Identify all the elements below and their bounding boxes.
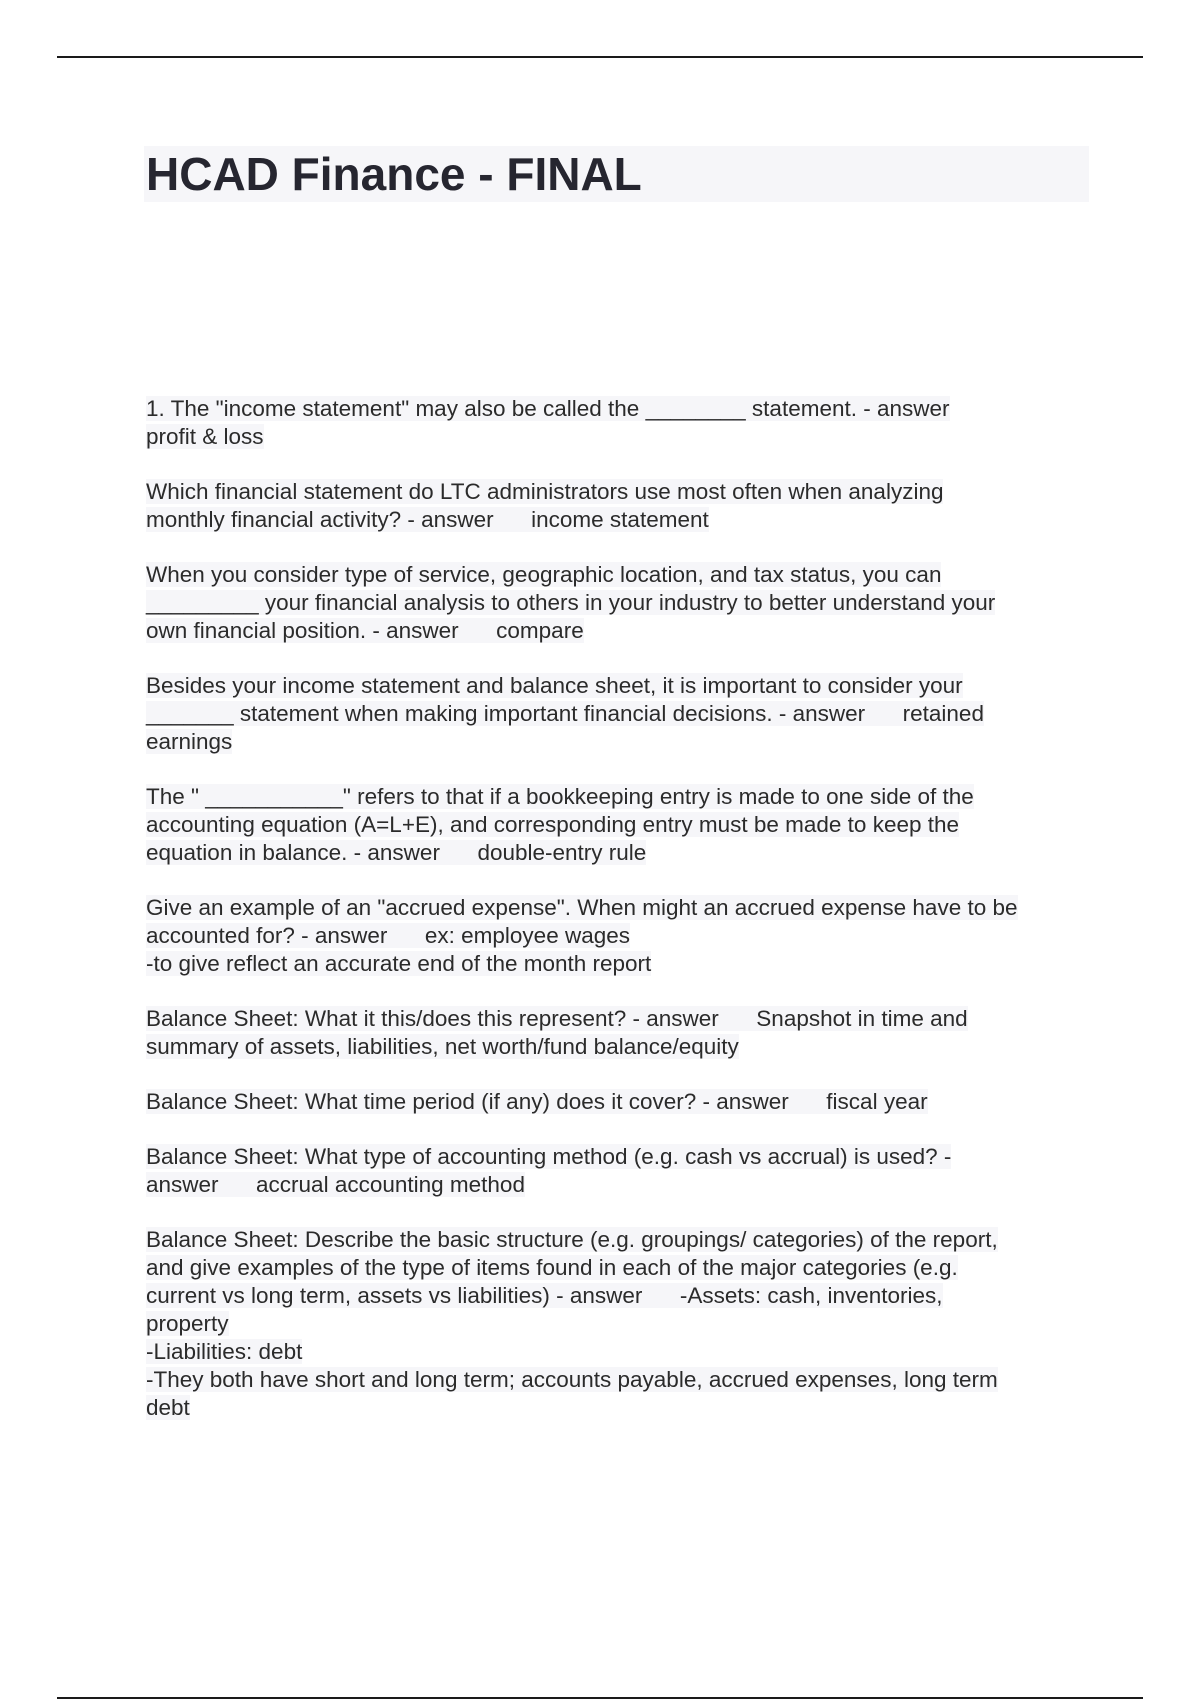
qa-line <box>146 894 1096 922</box>
qa-line <box>146 700 1096 728</box>
qa-line-text: Balance Sheet: What time period (if any) does it cover? - answer fiscal year <box>146 1089 928 1114</box>
qa-line <box>146 1394 1096 1422</box>
qa-line-text: current vs long term, assets vs liabilities) - answer -Assets: cash, inventories, <box>146 1283 943 1308</box>
qa-line <box>146 1033 1096 1061</box>
qa-line <box>146 839 1096 867</box>
qa-line <box>146 783 1096 811</box>
qa-line <box>146 589 1096 617</box>
qa-line <box>146 395 1096 423</box>
qa-line-text: Besides your income statement and balance sheet, it is important to consider your <box>146 673 963 698</box>
qa-line-text: and give examples of the type of items found in each of the major categories (e.g. <box>146 1255 958 1280</box>
qa-line <box>146 1338 1096 1366</box>
qa-line-text: -to give reflect an accurate end of the month report <box>146 951 652 976</box>
qa-list <box>146 395 1096 1449</box>
qa-line-text: equation in balance. - answer double-entry rule <box>146 840 647 865</box>
qa-line-text: Balance Sheet: What it this/does this represent? - answer Snapshot in time and <box>146 1006 968 1031</box>
qa-line-text: When you consider type of service, geographic location, and tax status, you can <box>146 562 942 587</box>
qa-line-text: earnings <box>146 729 233 754</box>
qa-line <box>146 1005 1096 1033</box>
qa-line-text: debt <box>146 1395 190 1420</box>
qa-line <box>146 811 1096 839</box>
qa-line-text: -They both have short and long term; accounts payable, accrued expenses, long term <box>146 1367 998 1392</box>
page-title: HCAD Finance - FINAL <box>146 148 642 200</box>
qa-line <box>146 1282 1096 1310</box>
qa-line <box>146 506 1096 534</box>
qa-line <box>146 478 1096 506</box>
qa-line-text: _______ statement when making important financial decisions. - answer retained <box>146 701 984 726</box>
qa-line-text: _________ your financial analysis to others in your industry to better understand your <box>146 590 996 615</box>
qa-line-text: Balance Sheet: Describe the basic structure (e.g. groupings/ categories) of the report, <box>146 1227 998 1252</box>
qa-line <box>146 1226 1096 1254</box>
qa-line-text: accounting equation (A=L+E), and corresponding entry must be made to keep the <box>146 812 960 837</box>
qa-line <box>146 672 1096 700</box>
qa-line-text: summary of assets, liabilities, net worth/fund balance/equity <box>146 1034 739 1059</box>
qa-line <box>146 1143 1096 1171</box>
qa-line-text: Give an example of an "accrued expense". When might an accrued expense have to be <box>146 895 1018 920</box>
qa-line <box>146 950 1096 978</box>
qa-item <box>146 561 1096 645</box>
qa-line-text: -Liabilities: debt <box>146 1339 303 1364</box>
qa-line <box>146 1171 1096 1199</box>
top-rule <box>57 56 1143 58</box>
qa-line-text: accounted for? - answer ex: employee wages <box>146 923 631 948</box>
qa-item <box>146 478 1096 534</box>
qa-line-text: property <box>146 1311 229 1336</box>
qa-line-text: answer accrual accounting method <box>146 1172 525 1197</box>
qa-line <box>146 617 1096 645</box>
qa-line-text: The " ___________" refers to that if a bookkeeping entry is made to one side of the <box>146 784 974 809</box>
qa-item <box>146 1088 1096 1116</box>
qa-line <box>146 561 1096 589</box>
qa-line <box>146 1254 1096 1282</box>
qa-item <box>146 1226 1096 1422</box>
qa-item <box>146 783 1096 867</box>
qa-item <box>146 395 1096 451</box>
qa-line-text: monthly financial activity? - answer income statement <box>146 507 709 532</box>
qa-item <box>146 894 1096 978</box>
qa-line <box>146 1366 1096 1394</box>
qa-line-text: Which financial statement do LTC administrators use most often when analyzing <box>146 479 944 504</box>
qa-line-text: profit & loss <box>146 424 264 449</box>
qa-line <box>146 728 1096 756</box>
qa-line <box>146 423 1096 451</box>
bottom-rule <box>57 1697 1143 1699</box>
qa-item <box>146 1005 1096 1061</box>
qa-item <box>146 672 1096 756</box>
qa-line-text: Balance Sheet: What type of accounting method (e.g. cash vs accrual) is used? - <box>146 1144 952 1169</box>
qa-line <box>146 1310 1096 1338</box>
qa-line <box>146 1088 1096 1116</box>
qa-line-text: 1. The "income statement" may also be called the ________ statement. - answer <box>146 396 950 421</box>
qa-item <box>146 1143 1096 1199</box>
qa-line <box>146 922 1096 950</box>
qa-line-text: own financial position. - answer compare <box>146 618 584 643</box>
